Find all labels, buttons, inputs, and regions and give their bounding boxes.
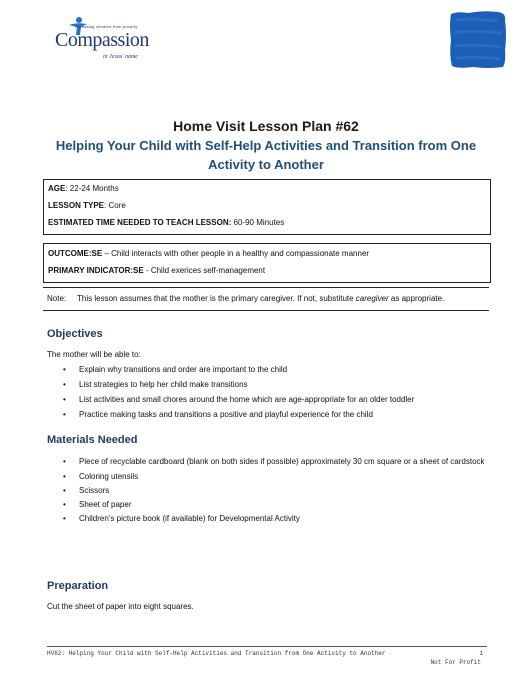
materials-list [63,455,493,526]
list-item: • Practice making tasks and transitions a positive and playful experience for the child [63,407,493,422]
note-text-before: This lesson assumes that the mother is the primary caregiver. If not, substitute [77,294,356,303]
subtitle-line-2: Activity to Another [208,157,324,172]
preparation-text: Cut the sheet of paper into eight squares. [47,602,194,611]
note-text [77,294,444,303]
page-title: Home Visit Lesson Plan #62 [173,118,359,134]
lesson-type-row [48,201,126,210]
lesson-type-value: : Core [104,201,126,210]
lesson-type-label: LESSON TYPE [48,201,105,210]
time-value: 60-90 Minutes [231,218,285,227]
list-item: • Children’s picture book (if available) for Developmental Activity [63,512,493,526]
footer-notice: Not For Profit [430,659,481,666]
blue-paint-square-icon [448,10,508,70]
compassion-logo [55,20,165,68]
materials-heading: Materials Needed [47,434,138,446]
subtitle-line-1: Helping Your Child with Self-Help Activities and Transition from One [55,138,477,153]
outcome-label: OUTCOME:SE [48,249,103,258]
indicator-value: - Child exerices self-management [143,266,266,275]
lesson-info-box [43,179,491,235]
list-item: • Coloring utensils [63,470,493,484]
logo-brand: Compassion [55,29,149,51]
note-text-italic: caregiver [355,294,389,303]
time-row [48,218,284,227]
time-label: ESTIMATED TIME NEEDED TO TEACH LESSON: [48,218,232,227]
logo-subtag: in Jesus' name [103,54,138,60]
page-number: 1 [479,650,483,657]
outcome-value: – Child interacts with other people in a healthy and compassionate manner [102,249,370,258]
preparation-heading: Preparation [47,580,109,592]
note-text-after: as appropriate. [388,294,445,303]
list-item: • Piece of recyclable cardboard (blank on both sides if possible) approximately 30 cm square or a sheet of cardstock [63,455,493,469]
age-label: AGE [48,184,66,193]
list-item: • Sheet of paper [63,498,493,512]
logo-tagline: Releasing children from poverty [75,24,138,29]
page-subtitle [0,136,532,174]
outcome-box [43,243,491,283]
indicator-row [48,266,265,275]
footer-title: HV62: Helping Your Child with Self-Help Activities and Transition from One Activity to Another [47,650,386,657]
objectives-intro: The mother will be able to: [47,350,141,359]
age-row [48,184,119,193]
list-item: • List strategies to help her child make transitions [63,377,493,392]
objectives-heading: Objectives [47,328,103,340]
list-item: • List activities and small chores around the home which are age-appropriate for an older toddler [63,392,493,407]
note-label: Note: [47,294,67,303]
age-value: : 22-24 Months [65,184,119,193]
indicator-label: PRIMARY INDICATOR:SE [48,266,144,275]
list-item: • Explain why transitions and order are important to the child [63,362,493,377]
outcome-row [48,249,369,258]
list-item: • Scissors [63,484,493,498]
page-footer [47,646,487,666]
objectives-list [63,362,493,422]
note-box [43,287,489,311]
